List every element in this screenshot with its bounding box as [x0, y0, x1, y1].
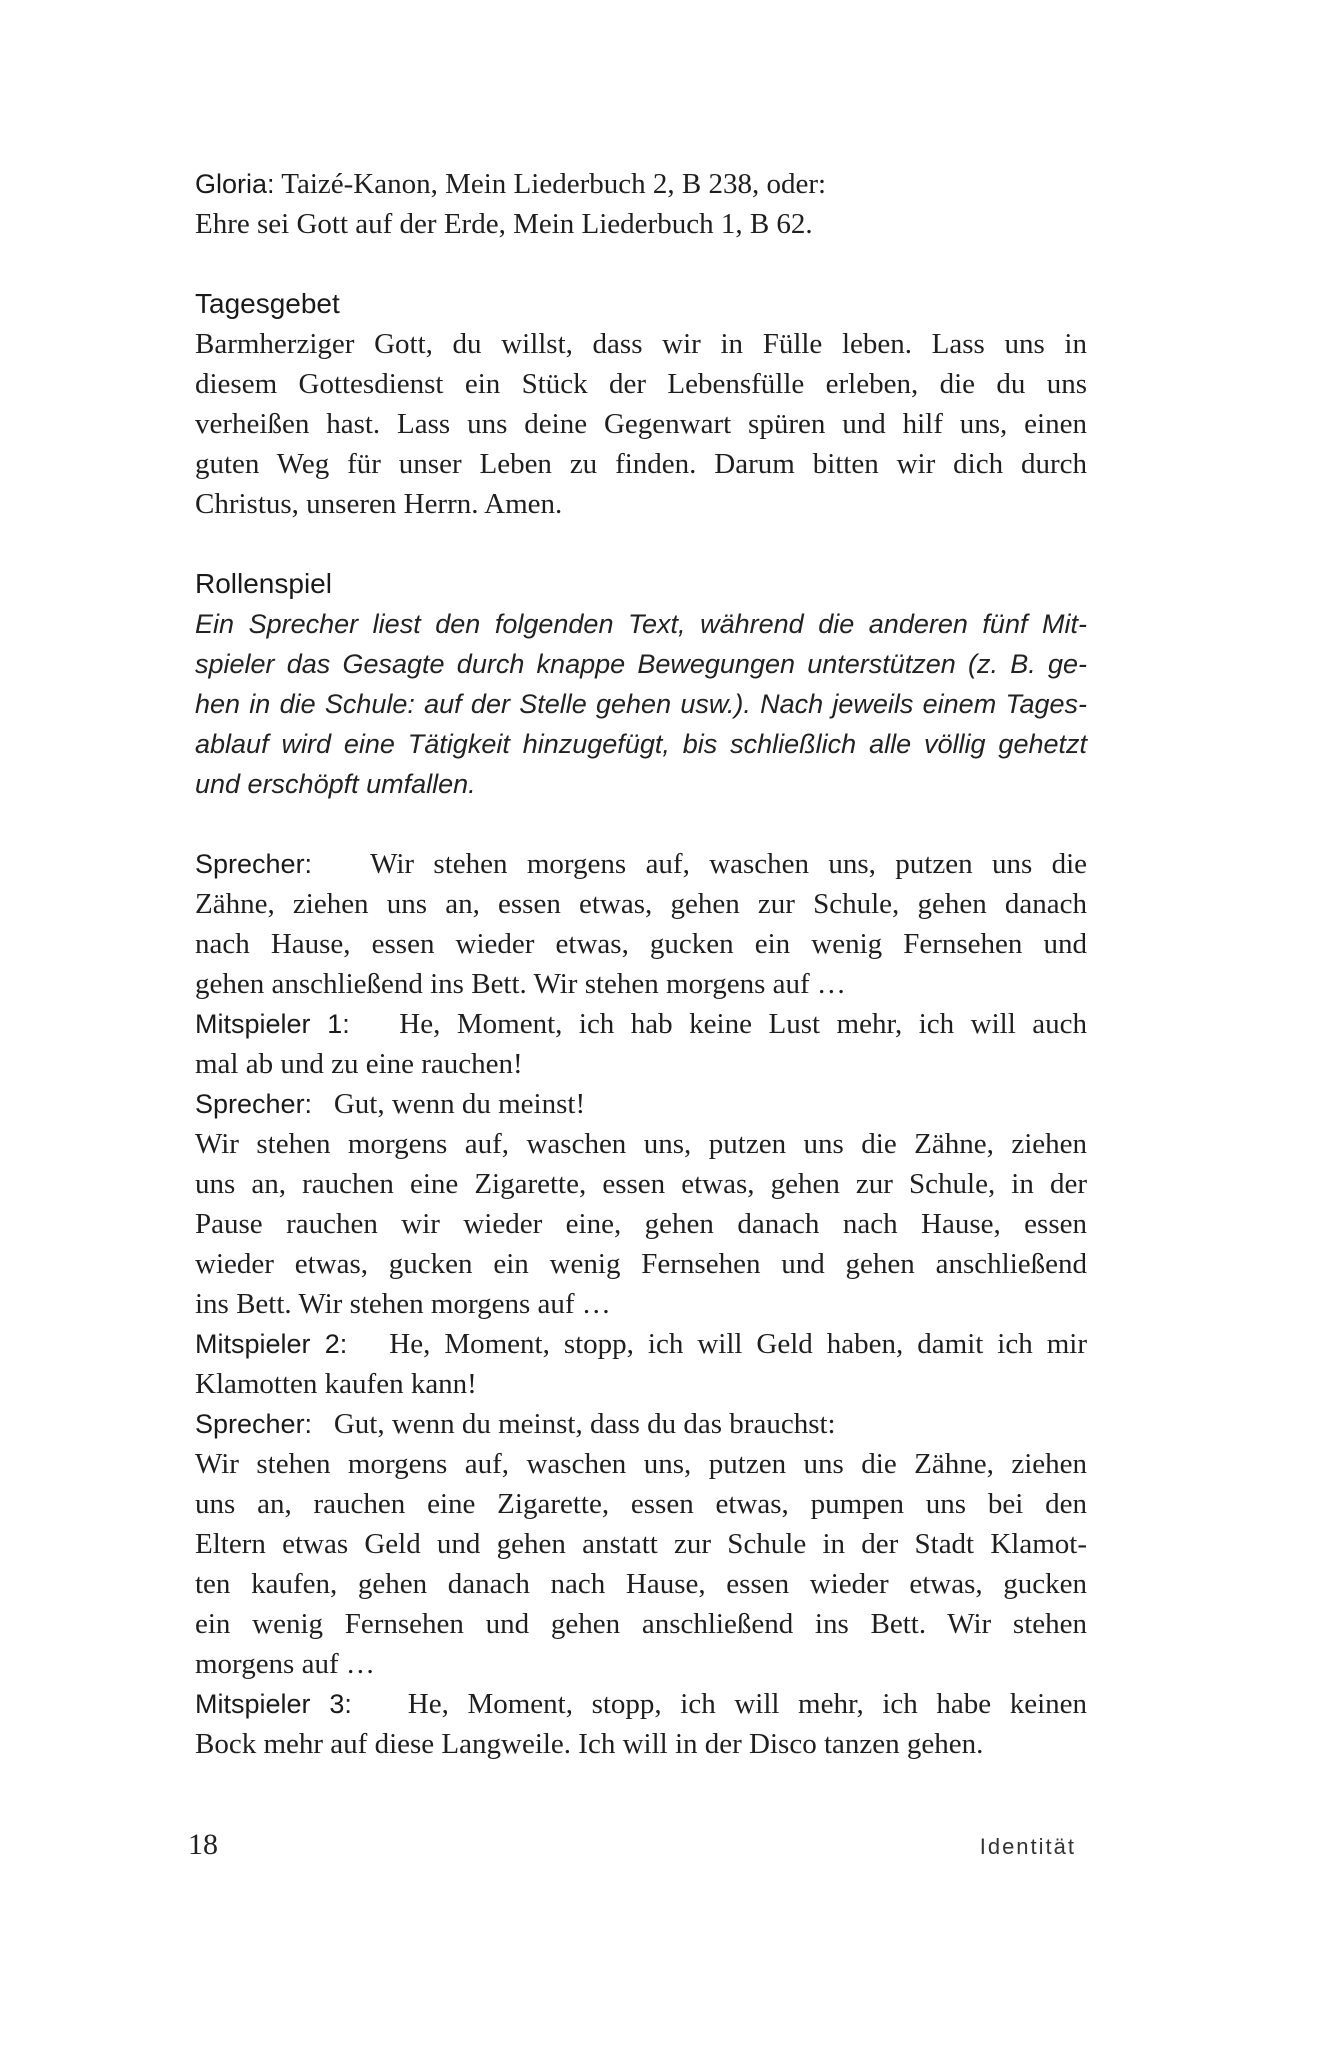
tagesgebet-heading: Tagesgebet [195, 288, 340, 319]
speaker-label-sprecher: Sprecher: [195, 849, 313, 879]
dialogue-line: Zähne, ziehen uns an, essen etwas, gehen zur Schule, gehen danach [195, 888, 1087, 920]
dialogue-text: He, Moment, stopp, ich will mehr, ich habe keinen [407, 1688, 1088, 1720]
running-footer-title: Identität [979, 1834, 1076, 1859]
dialogue-line [195, 1084, 1087, 1124]
dialogue-line: wieder etwas, gucken ein wenig Fernsehen und gehen anschließend [195, 1248, 1087, 1280]
dialogue-line: uns an, rauchen eine Zigarette, essen etwas, pumpen uns bei den [195, 1488, 1087, 1520]
dialogue-line: ten kaufen, gehen danach nach Hause, essen wieder etwas, gucken [195, 1568, 1087, 1600]
main-text [195, 164, 1087, 1764]
dialogue-line: Eltern etwas Geld und gehen anstatt zur Schule in der Stadt Klamot- [195, 1528, 1087, 1560]
gloria-text-1: Taizé-Kanon, Mein Liederbuch 2, B 238, oder: [274, 168, 827, 200]
dialogue-line [195, 844, 1087, 884]
dialogue-line: Klamotten kaufen kann! [195, 1368, 477, 1400]
dialogue-line [195, 1004, 1087, 1044]
dialogue-line: nach Hause, essen wieder etwas, gucken ein wenig Fernsehen und [195, 928, 1087, 960]
dialogue-line: Wir stehen morgens auf, waschen uns, putzen uns die Zähne, ziehen [195, 1128, 1087, 1160]
dialogue-line: uns an, rauchen eine Zigarette, essen etwas, gehen zur Schule, in der [195, 1168, 1087, 1200]
dialogue-line: Wir stehen morgens auf, waschen uns, putzen uns die Zähne, ziehen [195, 1448, 1087, 1480]
dialogue-line: ins Bett. Wir stehen morgens auf … [195, 1288, 611, 1320]
rollenspiel-heading: Rollenspiel [195, 568, 332, 599]
rollenspiel-instruction-line: spieler das Gesagte durch knappe Bewegungen unterstützen (z. B. ge- [195, 649, 1087, 679]
gloria-label: Gloria: [195, 169, 275, 199]
gloria-line-1 [195, 164, 1087, 204]
dialogue-text: He, Moment, stopp, ich will Geld haben, damit ich mir [389, 1328, 1087, 1360]
rollenspiel-instruction-line: Ein Sprecher liest den folgenden Text, während die anderen fünf Mit- [195, 609, 1087, 639]
speaker-label-mitspieler-2: Mitspieler 2: [195, 1329, 348, 1359]
dialogue-line [195, 1404, 1087, 1444]
dialogue-line: morgens auf … [195, 1648, 375, 1680]
dialogue-text: Wir stehen morgens auf, waschen uns, putzen uns die [370, 848, 1088, 880]
dialogue-line: gehen anschließend ins Bett. Wir stehen morgens auf … [195, 968, 846, 1000]
tagesgebet-line: guten Weg für unser Leben zu finden. Darum bitten wir dich durch [195, 448, 1087, 480]
tagesgebet-line: diesem Gottesdienst ein Stück der Lebensfülle erleben, die du uns [195, 368, 1087, 400]
page-number: 18 [188, 1828, 218, 1861]
dialogue-line [195, 1324, 1087, 1364]
tagesgebet-line: Barmherziger Gott, du willst, dass wir in Fülle leben. Lass uns in [195, 328, 1087, 360]
dialogue-line: mal ab und zu eine rauchen! [195, 1048, 523, 1080]
dialogue-text: Gut, wenn du meinst, dass du das brauchst: [333, 1408, 836, 1440]
tagesgebet-line: Christus, unseren Herrn. Amen. [195, 488, 563, 520]
dialogue-line [195, 1684, 1087, 1724]
speaker-label-sprecher: Sprecher: [195, 1089, 313, 1119]
tagesgebet-line: verheißen hast. Lass uns deine Gegenwart spüren und hilf uns, einen [195, 408, 1087, 440]
speaker-label-mitspieler-3: Mitspieler 3: [195, 1689, 352, 1719]
speaker-label-mitspieler-1: Mitspieler 1: [195, 1009, 350, 1039]
dialogue-text: Gut, wenn du meinst! [333, 1088, 586, 1120]
rollenspiel-instruction-line: ablauf wird eine Tätigkeit hinzugefügt, bis schließlich alle völlig gehetzt [195, 729, 1087, 759]
dialogue-line: Bock mehr auf diese Langweile. Ich will in der Disco tanzen gehen. [195, 1728, 984, 1760]
dialogue-line: ein wenig Fernsehen und gehen anschließend ins Bett. Wir stehen [195, 1608, 1087, 1640]
speaker-label-sprecher: Sprecher: [195, 1409, 313, 1439]
rollenspiel-instruction-line: und erschöpft umfallen. [195, 769, 476, 799]
dialogue-text: He, Moment, ich hab keine Lust mehr, ich will auch [399, 1008, 1087, 1040]
rollenspiel-instruction-line: hen in die Schule: auf der Stelle gehen usw.). Nach jeweils einem Tages- [195, 689, 1087, 719]
dialogue-line: Pause rauchen wir wieder eine, gehen danach nach Hause, essen [195, 1208, 1087, 1240]
gloria-line-2: Ehre sei Gott auf der Erde, Mein Liederbuch 1, B 62. [195, 208, 813, 240]
